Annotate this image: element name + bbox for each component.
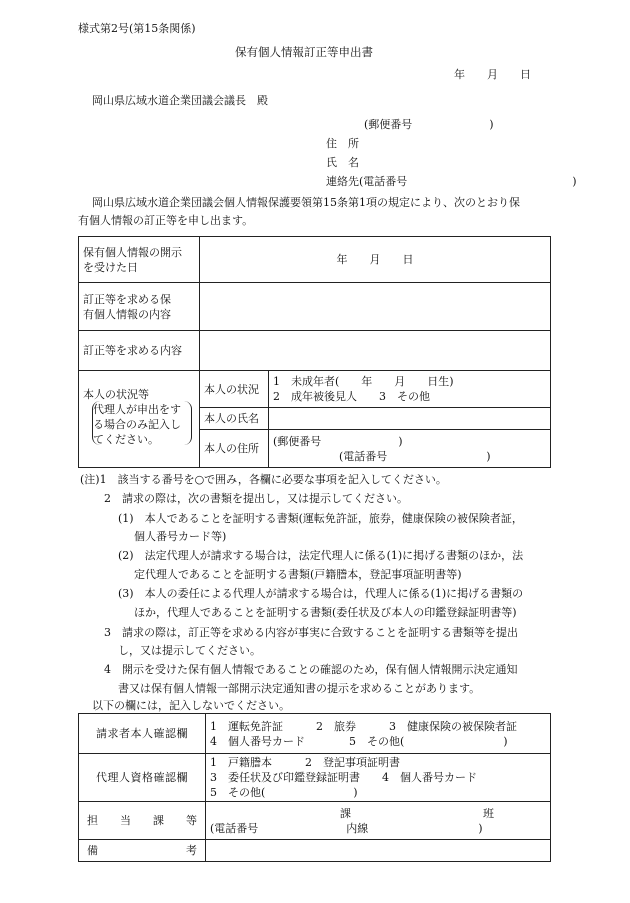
note-3-cont: し，又は提示してください。 <box>118 644 261 657</box>
applicant-postal: (郵便番号 ) <box>364 118 494 131</box>
identity-check-label: 請求者本人確認欄 <box>79 714 206 754</box>
agent-qualification-options: 1 戸籍謄本 2 登記事項証明書 3 委任状及び印鑑登録証明書 4 個人番号カード 5 その他( ) <box>206 754 551 802</box>
intro-line-2: 有個人情報の訂正等を申し出ます。 <box>78 214 254 227</box>
target-info-label: 訂正等を求める保 有個人情報の内容 <box>79 283 200 331</box>
person-address-label: 本人の住所 <box>200 430 269 468</box>
remarks-field <box>206 840 551 862</box>
intro-line-1: 岡山県広域水道企業団議会個人情報保護要領第15条第1項の規定により、次のとおり保 <box>92 196 520 209</box>
note-1: (注)1 該当する番号を○で囲み，各欄に必要な事項を記入してください。 <box>80 473 447 486</box>
person-status-section-label: 本人の状況等 代理人が申出をす る場合のみ記入し てください。 <box>79 371 200 468</box>
applicant-name-label: 氏 名 <box>326 156 359 169</box>
office-use-note: 以下の欄には，記入しないでください。 <box>92 699 290 712</box>
correction-content-field[interactable] <box>200 331 551 371</box>
note-2-2-cont: 定代理人であることを証明する書類(戸籍謄本，登記事項証明書等) <box>134 568 462 581</box>
person-address-field[interactable]: (郵便番号 ) (電話番号 ) <box>269 430 551 468</box>
note-4: 4 開示を受けた保有個人情報であることの確認のため，保有個人情報開示決定通知 <box>104 663 518 676</box>
status-note-bracket <box>92 401 192 445</box>
agent-qualification-label: 代理人資格確認欄 <box>79 754 206 802</box>
department-field: 課 班 (電話番号 内線 ) <box>206 802 551 840</box>
person-name-label: 本人の氏名 <box>200 408 269 430</box>
disclosure-date-label: 保有個人情報の開示 を受けた日 <box>79 237 200 283</box>
note-3: 3 請求の際は，訂正等を求める内容が事実に合致することを証明する書類等を提出 <box>104 626 518 639</box>
note-2-1: (1) 本人であることを証明する書類(運転免許証，旅券，健康保険の被保険者証， <box>118 512 523 525</box>
note-2-3: (3) 本人の委任による代理人が請求する場合は，代理人に係る(1)に掲げる書類の <box>118 587 524 600</box>
correction-content-label: 訂正等を求める内容 <box>79 331 200 371</box>
addressee: 岡山県広域水道企業団議会議長 殿 <box>92 94 268 107</box>
note-4-cont: 書又は保有個人情報一部開示決定通知書の提示を求めることがあります。 <box>118 682 481 695</box>
disclosure-date-value[interactable]: 年 月 日 <box>200 237 551 283</box>
person-status-options[interactable]: 1 未成年者( 年 月 日生) 2 成年被後見人 3 その他 <box>269 371 551 408</box>
note-2: 2 請求の際は，次の書類を提出し，又は提示してください。 <box>104 492 408 505</box>
form-title: 保有個人情報訂正等申出書 <box>235 45 373 59</box>
note-2-1-cont: 個人番号カード等) <box>134 530 227 543</box>
target-info-field[interactable] <box>200 283 551 331</box>
note-2-2: (2) 法定代理人が請求する場合は，法定代理人に係る(1)に掲げる書類のほか，法 <box>118 549 524 562</box>
date-line: 年 月 日 <box>454 68 531 81</box>
department-label: 担 当 課 等 <box>79 802 206 840</box>
applicant-contact-label: 連絡先(電話番号 ) <box>326 175 577 188</box>
identity-check-options: 1 運転免許証 2 旅券 3 健康保険の被保険者証 4 個人番号カード 5 その他( ) <box>206 714 551 754</box>
note-2-3-cont: ほか，代理人であることを証明する書類(委任状及び本人の印鑑登録証明書等) <box>134 606 517 619</box>
remarks-label: 備 考 <box>79 840 206 862</box>
person-name-field[interactable] <box>269 408 551 430</box>
form-number: 様式第2号(第15条関係) <box>78 22 196 35</box>
person-status-label: 本人の状況 <box>200 371 269 408</box>
applicant-address-label: 住 所 <box>326 137 359 150</box>
office-use-table <box>78 713 551 862</box>
